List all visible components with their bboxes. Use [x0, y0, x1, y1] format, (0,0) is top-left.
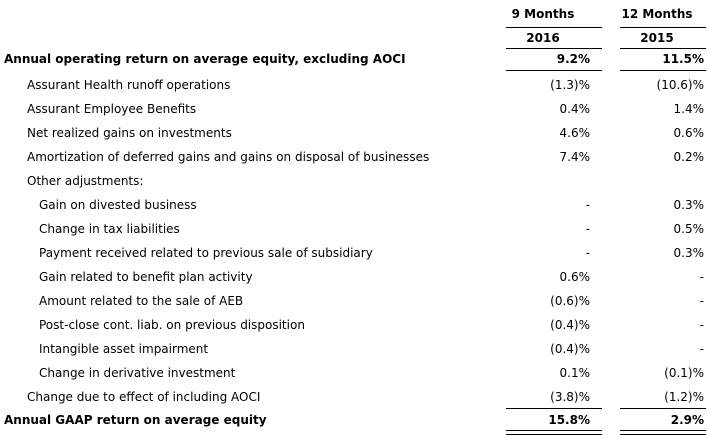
table-row [0, 218, 708, 240]
row-label: Assurant Health runoff operations [27, 78, 231, 92]
value-2015: - [699, 270, 704, 284]
row-label: Post-close cont. liab. on previous disposition [39, 318, 305, 332]
row-label: Intangible asset impairment [39, 342, 209, 356]
row-label: Amount related to the sale of AEB [39, 294, 244, 308]
value-2016: - [585, 222, 590, 236]
row-label: Other adjustments: [27, 174, 144, 188]
value-2016: 0.4% [559, 102, 590, 116]
value-2015: (10.6)% [656, 78, 704, 92]
col2-subtotal-rule [620, 70, 706, 71]
table-row [0, 98, 708, 120]
row-label: Change in tax liabilities [39, 222, 180, 236]
value-2016: (3.8)% [550, 390, 590, 404]
row-label: Amortization of deferred gains and gains on disposal of businesses [27, 150, 430, 164]
value-2016: - [585, 246, 590, 260]
table-row [0, 242, 708, 264]
table-row [0, 74, 708, 96]
col1-period-header: 9 Months [511, 7, 575, 21]
table-row [0, 122, 708, 144]
value-2016: 9.2% [556, 52, 590, 66]
value-2016: (0.4)% [550, 342, 590, 356]
value-2016: 0.6% [559, 270, 590, 284]
table-row [0, 362, 708, 384]
col1-year-header: 2016 [526, 31, 560, 45]
row-label: Gain related to benefit plan activity [39, 270, 253, 284]
col2-year-header: 2015 [640, 31, 674, 45]
col2-period-header: 12 Months [621, 7, 693, 21]
value-2016: 0.1% [559, 366, 590, 380]
value-2016: (1.3)% [550, 78, 590, 92]
table-row-gaap-roe [0, 409, 708, 431]
col2-header-rule [620, 27, 706, 28]
row-label: Gain on divested business [39, 198, 197, 212]
table-row-other-adjustments [0, 170, 708, 192]
table-row [0, 194, 708, 216]
value-2015: 0.3% [673, 198, 704, 212]
col1-double-rule [506, 430, 602, 435]
value-2015: 1.4% [673, 102, 704, 116]
table-row [0, 290, 708, 312]
col1-subtotal-rule [506, 70, 602, 71]
row-label: Change due to effect of including AOCI [27, 390, 261, 404]
value-2015: (1.2)% [664, 390, 704, 404]
row-label: Net realized gains on investments [27, 126, 232, 140]
row-label: Assurant Employee Benefits [27, 102, 197, 116]
row-label: Change in derivative investment [39, 366, 236, 380]
value-2015: 0.6% [673, 126, 704, 140]
value-2015: 2.9% [670, 413, 704, 427]
value-2015: - [699, 294, 704, 308]
value-2015: 0.3% [673, 246, 704, 260]
value-2016: 4.6% [559, 126, 590, 140]
table-row-operating-roe [0, 48, 708, 70]
value-2015: 0.2% [673, 150, 704, 164]
table-row [0, 338, 708, 360]
table-row [0, 146, 708, 168]
row-label: Annual operating return on average equity, excluding AOCI [4, 52, 406, 66]
value-2016: - [585, 198, 590, 212]
value-2016: (0.4)% [550, 318, 590, 332]
row-label: Payment received related to previous sale of subsidiary [39, 246, 373, 260]
value-2016: (0.6)% [550, 294, 590, 308]
value-2015: - [699, 318, 704, 332]
col1-header-rule [506, 27, 602, 28]
table-row [0, 314, 708, 336]
value-2015: 0.5% [673, 222, 704, 236]
col2-double-rule [620, 430, 706, 435]
value-2015: - [699, 342, 704, 356]
value-2016: 7.4% [559, 150, 590, 164]
table-row [0, 386, 708, 408]
value-2015: 11.5% [662, 52, 704, 66]
value-2016: 15.8% [548, 413, 590, 427]
table-row [0, 266, 708, 288]
row-label: Annual GAAP return on average equity [4, 413, 267, 427]
value-2015: (0.1)% [664, 366, 704, 380]
